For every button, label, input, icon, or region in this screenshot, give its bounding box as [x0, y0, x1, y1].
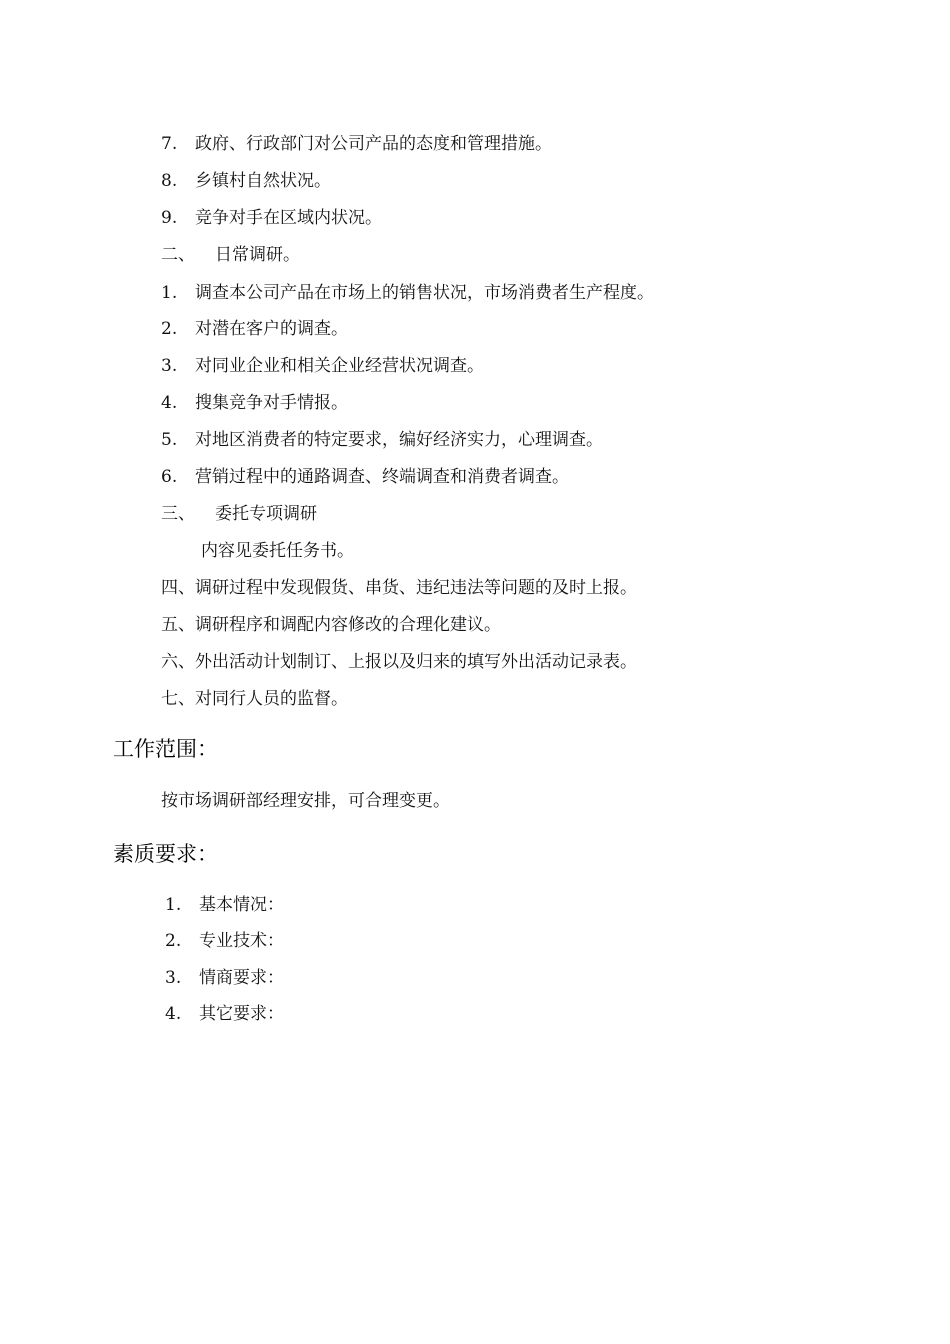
section-number: 二、 [161, 245, 195, 265]
list-item-number: 4. [165, 1004, 182, 1024]
list-item-number: 7. [161, 134, 178, 154]
list-item-number: 3. [161, 356, 178, 376]
list-item-text: 对同业企业和相关企业经营状况调查。 [195, 356, 484, 376]
section-text: 七、对同行人员的监督。 [161, 689, 348, 709]
list-item-number: 6. [161, 467, 178, 487]
list-item-number: 1. [161, 283, 178, 303]
list-item-number: 8. [161, 171, 178, 191]
list-item-text: 竞争对手在区域内状况。 [195, 208, 382, 228]
section-title: 日常调研。 [215, 245, 300, 265]
section-text: 六、外出活动计划制订、上报以及归来的填写外出活动记录表。 [161, 652, 637, 672]
section-text: 四、调研过程中发现假货、串货、违纪违法等问题的及时上报。 [161, 578, 637, 598]
list-item-number: 2. [165, 931, 182, 951]
list-item-text: 情商要求： [199, 968, 284, 988]
list-item-number: 9. [161, 208, 178, 228]
list-item-text: 乡镇村自然状况。 [195, 171, 331, 191]
list-item-text: 对潜在客户的调查。 [195, 319, 348, 339]
list-item-number: 1. [165, 895, 182, 915]
scope-body-text: 按市场调研部经理安排，可合理变更。 [161, 791, 450, 811]
section-body-text: 内容见委托任务书。 [201, 541, 354, 561]
list-item-text: 专业技术： [199, 931, 284, 951]
list-item-number: 5. [161, 430, 178, 450]
list-item-number: 3. [165, 968, 182, 988]
list-item-text: 基本情况： [199, 895, 284, 915]
list-item-text: 其它要求： [199, 1004, 284, 1024]
list-item-text: 营销过程中的通路调查、终端调查和消费者调查。 [195, 467, 569, 487]
list-item-text: 政府、行政部门对公司产品的态度和管理措施。 [195, 134, 552, 154]
section-number: 三、 [161, 504, 195, 524]
list-item-text: 对地区消费者的特定要求，编好经济实力，心理调查。 [195, 430, 603, 450]
list-item-number: 2. [161, 319, 178, 339]
scope-heading: 工作范围： [113, 737, 218, 761]
section-title: 委托专项调研 [215, 504, 317, 524]
quality-heading: 素质要求： [113, 842, 218, 866]
list-item-text: 调查本公司产品在市场上的销售状况，市场消费者生产程度。 [195, 283, 654, 303]
list-item-text: 搜集竞争对手情报。 [195, 393, 348, 413]
section-text: 五、调研程序和调配内容修改的合理化建议。 [161, 615, 501, 635]
list-item-number: 4. [161, 393, 178, 413]
